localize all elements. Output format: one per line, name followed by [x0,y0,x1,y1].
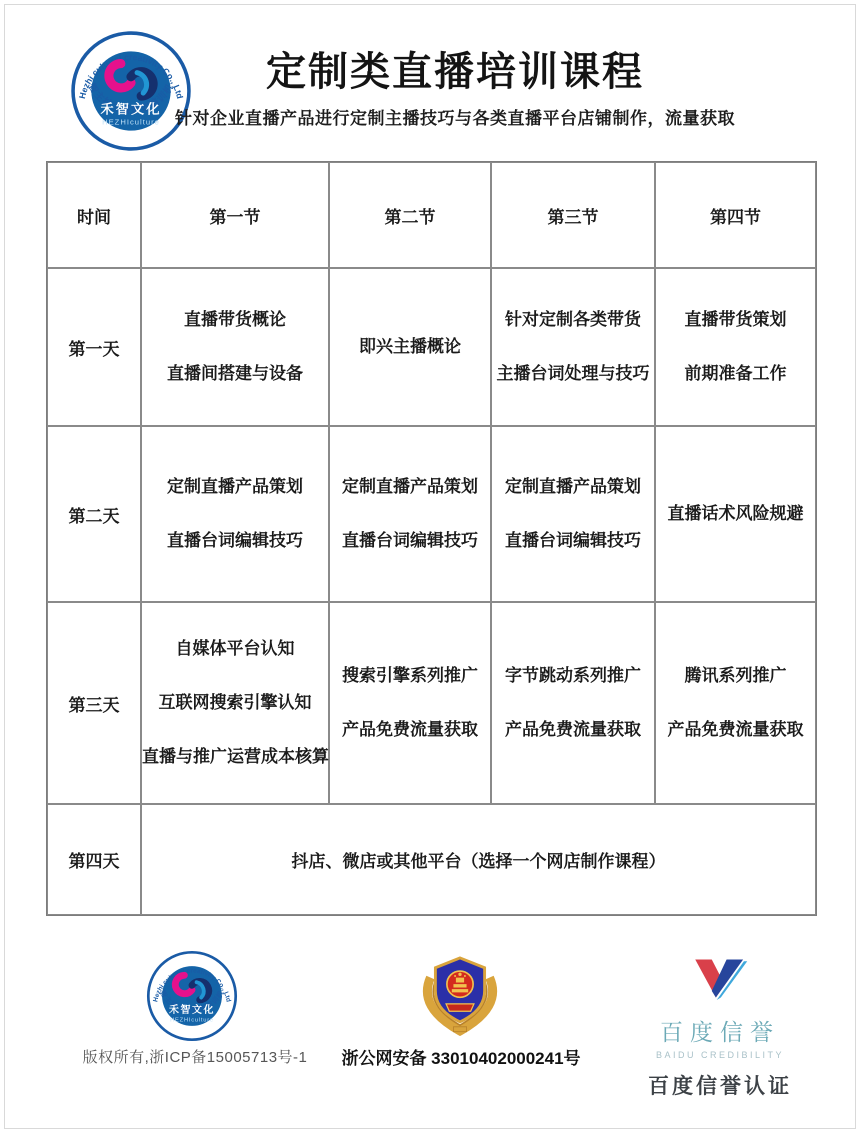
day-label: 第一天 [47,268,141,426]
baidu-credibility-cn: 百度信誉 [660,1019,780,1045]
course-schedule-table [46,161,817,916]
cell-line: 产品免费流量获取 [667,720,804,739]
day-label: 第二天 [47,426,141,602]
cell-day1-s4 [655,268,816,426]
police-record-text: 浙公网安备 33010402000241号 [341,1049,581,1068]
police-badge-icon [419,952,501,1036]
cell-day2-s2 [329,426,491,602]
cell-day3-s4 [655,602,816,804]
baidu-v-icon [687,954,753,1008]
cell-line: 即兴主播概论 [359,337,461,356]
cell-day1-s2 [329,268,491,426]
column-header-session2: 第二节 [329,162,491,268]
table-row-day2 [47,426,816,602]
page-subtitle: 针对企业直播产品进行定制主播技巧与各类直播平台店铺制作，流量获取 [175,109,735,128]
cell-day3-s2 [329,602,491,804]
cell-line: 直播带货概论 [184,310,286,329]
cell-line: 产品免费流量获取 [505,720,641,739]
day-label: 第三天 [47,602,141,804]
baidu-credibility-block [630,954,810,1100]
column-header-session1: 第一节 [141,162,329,268]
cell-day1-s3 [491,268,655,426]
cell-line: 搜索引擎系列推广 [342,666,478,685]
cell-line: 定制直播产品策划 [505,477,641,496]
day-label: 第四天 [47,804,141,915]
cell-line: 直播间搭建与设备 [167,364,303,383]
column-header-session3: 第三节 [491,162,655,268]
table-row-day3 [47,602,816,804]
header [60,50,850,129]
cell-line: 前期准备工作 [684,364,787,383]
cell-line: 直播台词编辑技巧 [505,531,641,550]
cell-line: 产品免费流量获取 [342,720,478,739]
table-header-row [47,162,816,268]
cell-line: 直播台词编辑技巧 [342,531,478,550]
cell-day2-s1 [141,426,329,602]
table-row-day4 [47,804,816,915]
cell-day2-s4 [655,426,816,602]
cell-line: 字节跳动系列推广 [505,666,641,685]
cell-day4-merged: 抖店、微店或其他平台（选择一个网店制作课程） [141,804,816,915]
copyright-icp-text: 版权所有,浙ICP备15005713号-1 [82,1049,308,1066]
page-title: 定制类直播培训课程 [266,50,644,94]
cell-line: 主播台词处理与技巧 [496,364,650,383]
baidu-cert-text: 百度信誉认证 [648,1075,792,1098]
hezhi-logo-icon-footer [146,950,238,1042]
cell-day2-s3 [491,426,655,602]
cell-day1-s1 [141,268,329,426]
cell-line: 直播带货策划 [684,310,787,329]
cell-line: 定制直播产品策划 [342,477,478,496]
cell-line: 直播话术风险规避 [667,504,804,523]
cell-line: 直播台词编辑技巧 [167,531,303,550]
column-header-time: 时间 [47,162,141,268]
cell-day3-s1 [141,602,329,804]
column-header-session4: 第四节 [655,162,816,268]
table-row-day1 [47,268,816,426]
cell-line: 针对定制各类带货 [505,310,641,329]
cell-line: 自媒体平台认知 [175,639,295,658]
cell-line: 互联网搜索引擎认知 [158,693,312,712]
cell-line: 定制直播产品策划 [167,477,303,496]
cell-day3-s3 [491,602,655,804]
cell-line: 腾讯系列推广 [684,666,787,685]
baidu-credibility-en: BAIDU CREDIBILITY [655,1050,785,1060]
cell-line: 直播与推广运营成本核算 [142,747,329,766]
